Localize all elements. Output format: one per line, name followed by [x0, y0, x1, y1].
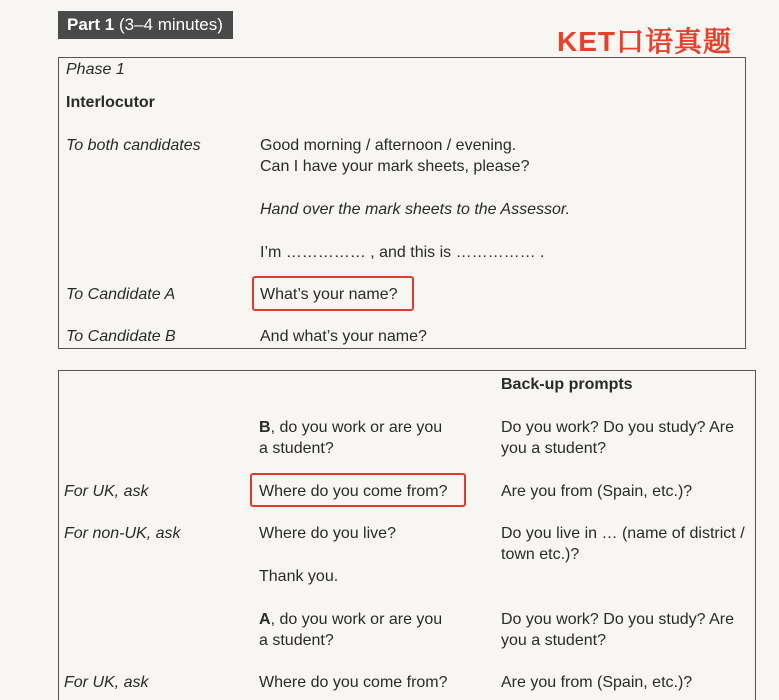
a-prefix: A — [259, 611, 271, 628]
candidate-a-question: What’s your name? — [260, 286, 398, 303]
phase-label: Phase 1 — [66, 61, 125, 78]
uk-question-2: Where do you come from? — [259, 674, 448, 691]
to-candidate-a-label: To Candidate A — [66, 286, 176, 303]
uk-backup-2: Are you from (Spain, etc.)? — [501, 674, 693, 691]
part-label: Part 1 — [67, 15, 115, 34]
non-uk-question: Where do you live? — [259, 525, 396, 542]
a-backup-line2: you a student? — [501, 632, 606, 649]
uk-question-1: Where do you come from? — [259, 483, 448, 500]
uk-ask-label-1: For UK, ask — [64, 483, 149, 500]
candidate-b-question: And what’s your name? — [260, 328, 427, 345]
thank-you-text: Thank you. — [259, 568, 339, 585]
interlocutor-heading: Interlocutor — [66, 94, 155, 111]
b-backup-line2: you a student? — [501, 440, 606, 457]
b-question-line2: a student? — [259, 440, 334, 457]
a-question-line1 — [259, 609, 442, 630]
uk-backup-1: Are you from (Spain, etc.)? — [501, 483, 693, 500]
b-backup-line1: Do you work? Do you study? Are — [501, 419, 735, 436]
to-candidate-b-label: To Candidate B — [66, 328, 176, 345]
non-uk-backup-line1: Do you live in … (name of district / — [501, 525, 745, 542]
mark-sheets-text: Can I have your mark sheets, please? — [260, 158, 530, 175]
hand-over-text: Hand over the mark sheets to the Assessor. — [260, 201, 571, 218]
a-backup-line1: Do you work? Do you study? Are — [501, 611, 735, 628]
greeting-text: Good morning / afternoon / evening. — [260, 137, 517, 154]
b-prefix: B — [259, 419, 271, 436]
a-question-text: , do you work or are you — [270, 611, 443, 628]
part-duration: (3–4 minutes) — [118, 15, 223, 34]
uk-ask-label-2: For UK, ask — [64, 674, 149, 691]
b-question-text: , do you work or are you — [270, 419, 443, 436]
watermark: KET口语真题 — [557, 26, 733, 57]
to-both-label: To both candidates — [66, 137, 201, 154]
a-question-line2: a student? — [259, 632, 334, 649]
backup-prompts-heading: Back-up prompts — [501, 376, 633, 393]
non-uk-backup-line2: town etc.)? — [501, 546, 580, 563]
intro-text: I’m …………… , and this is …………… . — [260, 244, 545, 261]
part-header — [58, 11, 233, 39]
non-uk-ask-label: For non-UK, ask — [64, 525, 181, 542]
b-question-line1 — [259, 417, 442, 438]
